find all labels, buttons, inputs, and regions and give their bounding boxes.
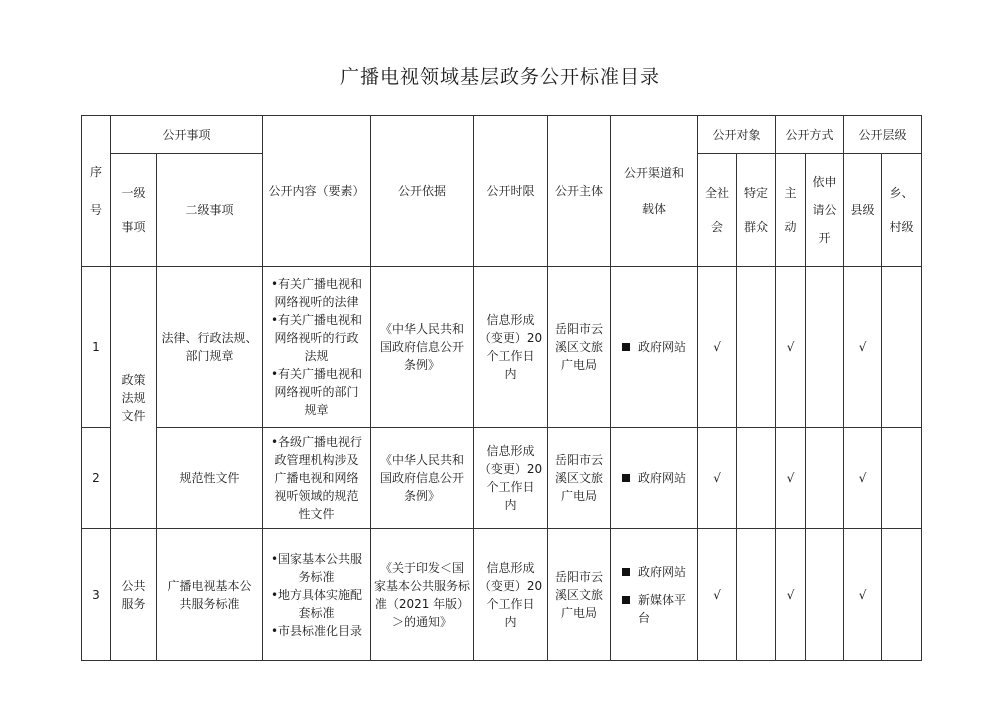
row-subject: 岳阳市云 溪区文旅 广电局 [548, 428, 611, 529]
header-content: 公开内容（要素） [263, 116, 371, 267]
row-content [263, 529, 371, 661]
row-level2: 规范性文件 [157, 428, 263, 529]
page-title: 广播电视领域基层政务公开标准目录 [339, 66, 660, 88]
square-bullet-icon [622, 474, 630, 482]
row-content [263, 267, 371, 428]
header-level1: 一级 事项 [111, 154, 157, 267]
table-row [82, 267, 922, 428]
row-time-limit: 信息形成 （变更）20 个工作日 内 [474, 529, 548, 661]
table-row [82, 529, 922, 661]
row-method-active: √ [776, 529, 806, 661]
row-time-limit: 信息形成 （变更）20 个工作日 内 [474, 267, 548, 428]
channel-item: 政府网站 [614, 338, 694, 356]
square-bullet-icon [622, 568, 630, 576]
row-audience-all: √ [698, 529, 737, 661]
square-bullet-icon [622, 596, 630, 604]
row-seq: 3 [82, 529, 111, 661]
header-level-county: 县级 [844, 154, 882, 267]
header-matter-group: 公开事项 [111, 116, 263, 154]
content-item: •市县标准化目录 [270, 623, 363, 638]
row-channels [611, 428, 698, 529]
header-method-active: 主 动 [776, 154, 806, 267]
content-item: •各级广播电视行 政管理机构涉及 广播电视和网络 视听领域的规范 性文件 [270, 435, 363, 521]
row-method-apply [806, 529, 844, 661]
row-time-limit: 信息形成 （变更）20 个工作日 内 [474, 428, 548, 529]
row-content [263, 428, 371, 529]
header-audience-specific: 特定 群众 [737, 154, 776, 267]
header-method-apply: 依申 请公 开 [806, 154, 844, 267]
header-level2: 二级事项 [157, 154, 263, 267]
row-basis: 《中华人民共和 国政府信息公开 条例》 [371, 428, 474, 529]
content-item: •地方具体实施配 套标准 [270, 587, 363, 620]
row-seq: 2 [82, 428, 111, 529]
channel-item: 新媒体平 台 [614, 591, 694, 627]
row-audience-all: √ [698, 428, 737, 529]
row-method-active: √ [776, 267, 806, 428]
row-level-township [882, 428, 922, 529]
header-level-township: 乡、 村级 [882, 154, 922, 267]
header-method-group: 公开方式 [776, 116, 844, 154]
header-audience-all: 全社 会 [698, 154, 737, 267]
row-channels [611, 267, 698, 428]
table-row [82, 428, 922, 529]
catalog-table [81, 115, 922, 661]
square-bullet-icon [622, 343, 630, 351]
row-level-township [882, 267, 922, 428]
row-audience-specific [737, 428, 776, 529]
row-level2: 广播电视基本公 共服务标准 [157, 529, 263, 661]
row-audience-specific [737, 267, 776, 428]
content-item: •有关广播电视和 网络视听的部门 规章 [270, 367, 363, 417]
row-level1: 政策 法规 文件 [111, 267, 157, 529]
row-level-township [882, 529, 922, 661]
content-item: •有关广播电视和 网络视听的行政 法规 [270, 313, 363, 363]
row-basis: 《中华人民共和 国政府信息公开 条例》 [371, 267, 474, 428]
content-item: •有关广播电视和 网络视听的法律 [270, 277, 363, 309]
content-item: •国家基本公共服 务标准 [270, 551, 363, 584]
row-channels [611, 529, 698, 661]
row-level1: 公共 服务 [111, 529, 157, 661]
row-method-apply [806, 267, 844, 428]
header-channel: 公开渠道和 载体 [611, 116, 698, 267]
channel-item: 政府网站 [614, 563, 694, 581]
header-subject: 公开主体 [548, 116, 611, 267]
row-subject: 岳阳市云 溪区文旅 广电局 [548, 267, 611, 428]
channel-item: 政府网站 [614, 469, 694, 487]
header-seq: 序 号 [82, 116, 111, 267]
row-level-county: √ [844, 529, 882, 661]
header-time-limit: 公开时限 [474, 116, 548, 267]
row-level-county: √ [844, 428, 882, 529]
header-level-group: 公开层级 [844, 116, 922, 154]
header-basis: 公开依据 [371, 116, 474, 267]
row-method-active: √ [776, 428, 806, 529]
row-basis: 《关于印发＜国 家基本公共服务标 准（2021 年版） ＞的通知》 [371, 529, 474, 661]
row-subject: 岳阳市云 溪区文旅 广电局 [548, 529, 611, 661]
row-level2: 法律、行政法规、 部门规章 [157, 267, 263, 428]
row-level-county: √ [844, 267, 882, 428]
row-seq: 1 [82, 267, 111, 428]
header-audience-group: 公开对象 [698, 116, 776, 154]
row-audience-all: √ [698, 267, 737, 428]
row-method-apply [806, 428, 844, 529]
row-audience-specific [737, 529, 776, 661]
